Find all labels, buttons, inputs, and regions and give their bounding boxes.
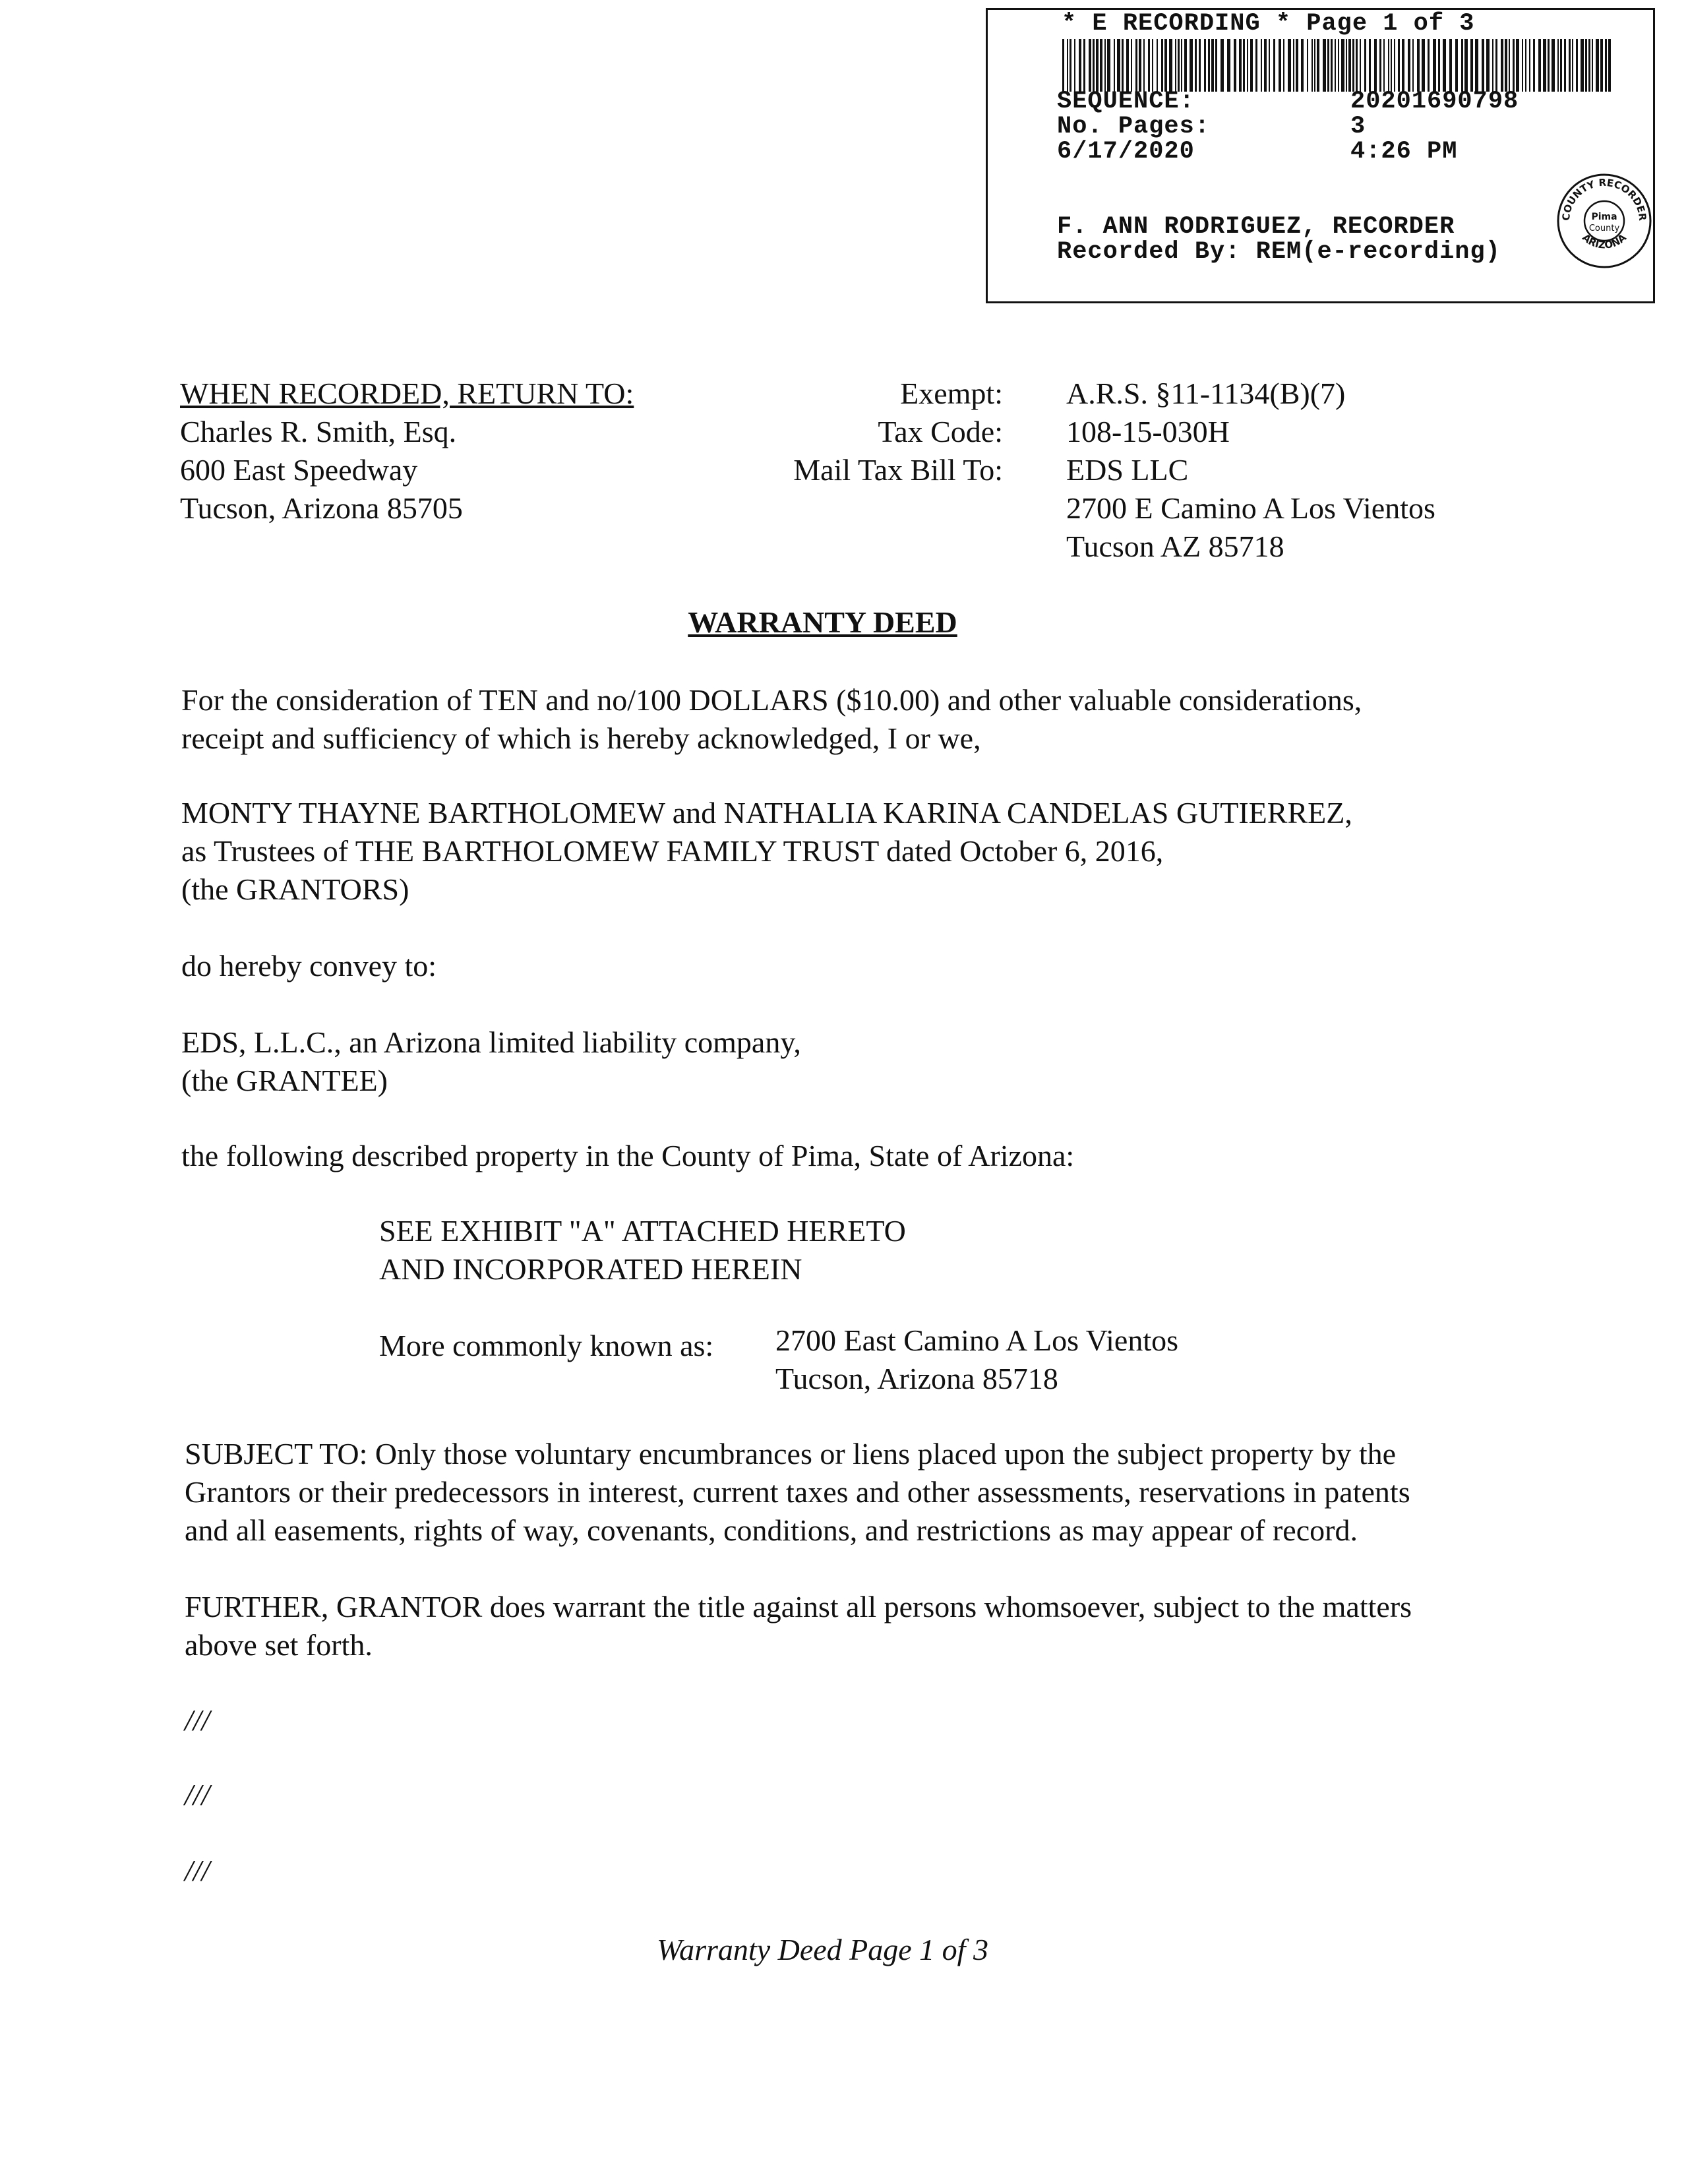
continuation-marks: /// [185,1854,210,1887]
property-intro: the following described property in the County of Pima, State of Arizona: [181,1139,1075,1172]
stamp-sequence-value: 20201690798 [1350,88,1519,115]
grantee-line: EDS, L.L.C., an Arizona limited liability company, [181,1025,801,1059]
tax-code-value: 108-15-030H [1066,415,1230,448]
return-to-heading: WHEN RECORDED, RETURN TO: [180,377,634,410]
consideration-line: For the consideration of TEN and no/100 DOLLARS ($10.00) and other valuable considerations, [181,683,1362,717]
mail-tax-bill-line: 2700 E Camino A Los Vientos [1066,491,1435,525]
grantors-line: MONTY THAYNE BARTHOLOMEW and NATHALIA KARINA CANDELAS GUTIERREZ, [181,796,1352,830]
stamp-sequence-label: SEQUENCE: [1057,88,1195,115]
return-to-line: Tucson, Arizona 85705 [180,491,463,525]
grantors-line: as Trustees of THE BARTHOLOMEW FAMILY TRUST dated October 6, 2016, [181,834,1164,868]
return-to-line: 600 East Speedway [180,453,418,487]
stamp-recorded-by: Recorded By: REM(e-recording) [1057,238,1501,266]
continuation-marks: /// [185,1778,210,1811]
further-line: FURTHER, GRANTOR does warrant the title against all persons whomsoever, subject to the matters [185,1590,1412,1623]
exhibit-line: AND INCORPORATED HEREIN [379,1252,802,1286]
page-footer: Warranty Deed Page 1 of 3 [657,1933,988,1966]
mail-tax-bill-label: Mail Tax Bill To: [793,453,1003,487]
known-as-line: Tucson, Arizona 85718 [775,1362,1058,1395]
exhibit-line: SEE EXHIBIT "A" ATTACHED HERETO [379,1214,906,1248]
return-to-line: Charles R. Smith, Esq. [180,415,457,448]
grantors-line: (the GRANTORS) [181,872,409,906]
barcode [1062,39,1612,92]
exempt-label: Exempt: [900,377,1003,410]
known-as-line: 2700 East Camino A Los Vientos [775,1323,1179,1357]
stamp-date: 6/17/2020 [1057,138,1195,166]
stamp-time: 4:26 PM [1350,138,1458,166]
exempt-value: A.R.S. §11-1134(B)(7) [1066,377,1346,410]
consideration-line: receipt and sufficiency of which is hereby acknowledged, I or we, [181,721,981,755]
subject-to-line: and all easements, rights of way, covenants, conditions, and restrictions as may appear of record. [185,1513,1358,1547]
tax-code-label: Tax Code: [878,415,1003,448]
convey-line: do hereby convey to: [181,949,437,983]
seal-text-top: COUNTY RECORDER [1559,176,1649,222]
known-as-label: More commonly known as: [379,1329,714,1362]
mail-tax-bill-line: EDS LLC [1066,453,1189,487]
recording-stamp [986,8,1655,303]
grantee-line: (the GRANTEE) [181,1064,388,1097]
continuation-marks: /// [185,1703,210,1737]
seal-text-center-1: Pima [1591,212,1617,222]
subject-to-line: SUBJECT TO: Only those voluntary encumbrances or liens placed upon the subject property by the [185,1437,1397,1471]
further-line: above set forth. [185,1628,373,1662]
stamp-header: * E RECORDING * Page 1 of 3 [1062,10,1475,38]
seal-text-bottom: ARIZONA [1580,231,1629,251]
county-seal [1555,171,1654,270]
seal-text-center-2: County [1588,224,1620,233]
subject-to-line: Grantors or their predecessors in interest, current taxes and other assessments, reservations in patents [185,1475,1410,1509]
mail-tax-bill-line: Tucson AZ 85718 [1066,530,1284,563]
svg-text:ARIZONA [1580,231,1629,251]
stamp-pages-label: No. Pages: [1057,113,1211,140]
stamp-recorder: F. ANN RODRIGUEZ, RECORDER [1057,213,1455,241]
stamp-pages-value: 3 [1350,113,1366,140]
document-title: WARRANTY DEED [688,605,957,639]
